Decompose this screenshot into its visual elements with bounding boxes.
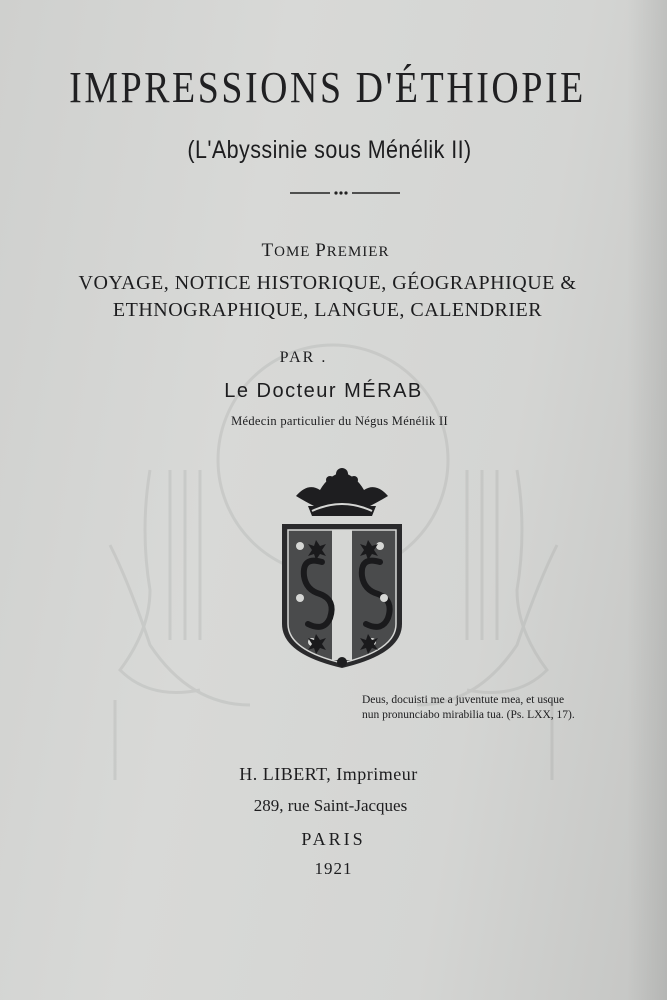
publisher-name: H. LIBERT, Imprimeur — [239, 764, 418, 784]
book-subtitle: (L'Abyssinie sous Ménélik II) — [187, 136, 472, 164]
coat-of-arms-icon — [272, 466, 412, 671]
contents-line: VOYAGE, NOTICE HISTORIQUE, GÉOGRAPHIQUE & — [78, 272, 577, 294]
publisher-address: 289, rue Saint-Jacques — [253, 796, 408, 815]
motto-line: Deus, docuisti me a juventute mea, et usque — [362, 694, 565, 706]
publisher-city: PARIS — [301, 829, 366, 849]
divider-ornament-icon — [0, 186, 667, 200]
page-edge-shadow — [627, 0, 667, 1000]
author-name: Le Docteur MÉRAB — [224, 380, 423, 402]
contents-description — [0, 270, 661, 324]
by-label: PAR . — [279, 349, 328, 366]
volume-label: TOME PREMIER — [261, 240, 390, 261]
publication-year: 1921 — [314, 859, 353, 878]
contents-line: ETHNOGRAPHIQUE, LANGUE, CALENDRIER — [112, 299, 543, 321]
motto-quote — [362, 693, 652, 723]
motto-line: nun pronunciabo mirabilia tua. (Ps. LXX, 17). — [362, 709, 575, 721]
author-role: Médecin particulier du Négus Ménélik II — [231, 414, 448, 428]
book-title: IMPRESSIONS D'ÉTHIOPIE — [69, 63, 586, 112]
